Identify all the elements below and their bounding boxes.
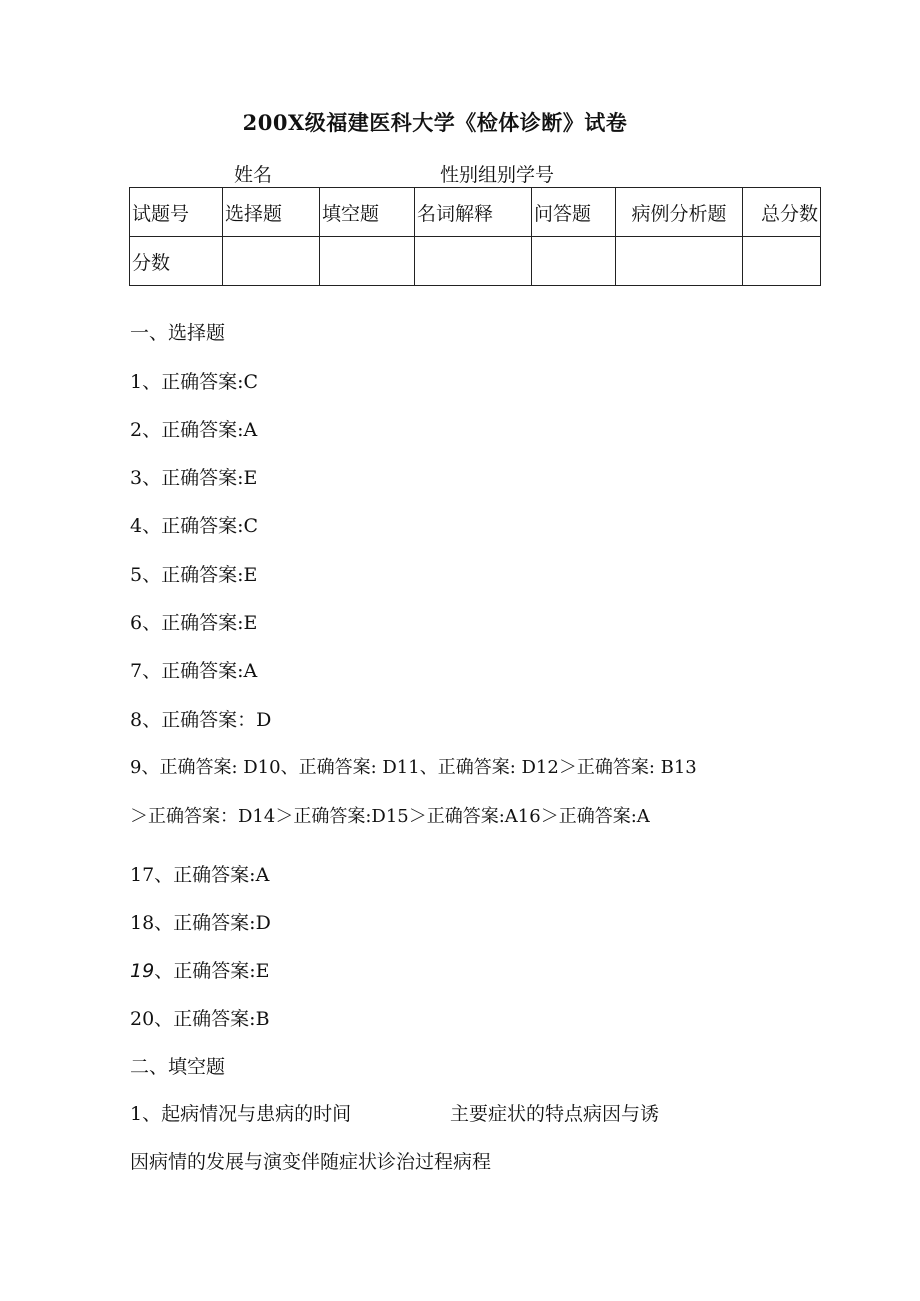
- score-table-header-row: [130, 188, 821, 237]
- answer-line: 6、正确答案:E: [130, 612, 258, 634]
- header-cell-total: 总分数: [743, 188, 821, 237]
- score-table-score-row: [130, 237, 821, 286]
- answer-line-run-1: 9、正确答案: D10、正确答案: D11、正确答案: D12＞正确答案: B13: [130, 757, 697, 778]
- header-cell-question-no: 试题号: [130, 188, 223, 237]
- score-cell-case: [616, 237, 743, 286]
- answer-line-19: [130, 956, 269, 983]
- answer-line: 20、正确答案:B: [130, 1008, 270, 1030]
- answer-line: 1、正确答案:C: [130, 371, 259, 393]
- answer-line: 7、正确答案:A: [130, 660, 258, 682]
- score-cell-total: [743, 237, 821, 286]
- header-cell-choice: 选择题: [223, 188, 320, 237]
- header-cell-case: 病例分析题: [616, 188, 743, 237]
- fill-blank-item-1b: 主要症状的特点病因与诱: [450, 1103, 660, 1125]
- score-row-label: 分数: [130, 237, 223, 286]
- info-name-label: 姓名: [234, 164, 273, 186]
- answer-19-text: 、正确答案:E: [154, 960, 270, 982]
- fill-blank-item-1c: 因病情的发展与演变伴随症状诊治过程病程: [130, 1151, 492, 1173]
- score-cell-term: [415, 237, 532, 286]
- score-cell-qa: [532, 237, 616, 286]
- answer-line: 18、正确答案:D: [130, 912, 271, 934]
- answer-line: 17、正确答案:A: [130, 864, 270, 886]
- info-fields-label: 性别组别学号: [440, 164, 555, 186]
- answer-line: 4、正确答案:C: [130, 515, 259, 537]
- header-cell-term: 名词解释: [415, 188, 532, 237]
- answer-line-run-2: ＞正确答案：D14＞正确答案:D15＞正确答案:A16＞正确答案:A: [130, 806, 650, 827]
- answer-line: 8、正确答案：D: [130, 709, 272, 731]
- score-cell-choice: [223, 237, 320, 286]
- section-heading-choice: 一、选择题: [130, 322, 226, 344]
- fill-blank-item-1a: 1、起病情况与患病的时间: [130, 1103, 352, 1125]
- section-heading-fill-blank: 二、填空题: [130, 1056, 226, 1078]
- score-table: [129, 187, 821, 286]
- answer-line: 5、正确答案:E: [130, 564, 258, 586]
- answer-line: 3、正确答案:E: [130, 467, 258, 489]
- answer-line: 2、正确答案:A: [130, 419, 258, 441]
- score-cell-fill-blank: [320, 237, 415, 286]
- header-cell-fill-blank: 填空题: [320, 188, 415, 237]
- answer-19-number: 19: [130, 960, 155, 982]
- header-cell-qa: 问答题: [532, 188, 616, 237]
- document-title: 200X级福建医科大学《检体诊断》试卷: [242, 110, 628, 135]
